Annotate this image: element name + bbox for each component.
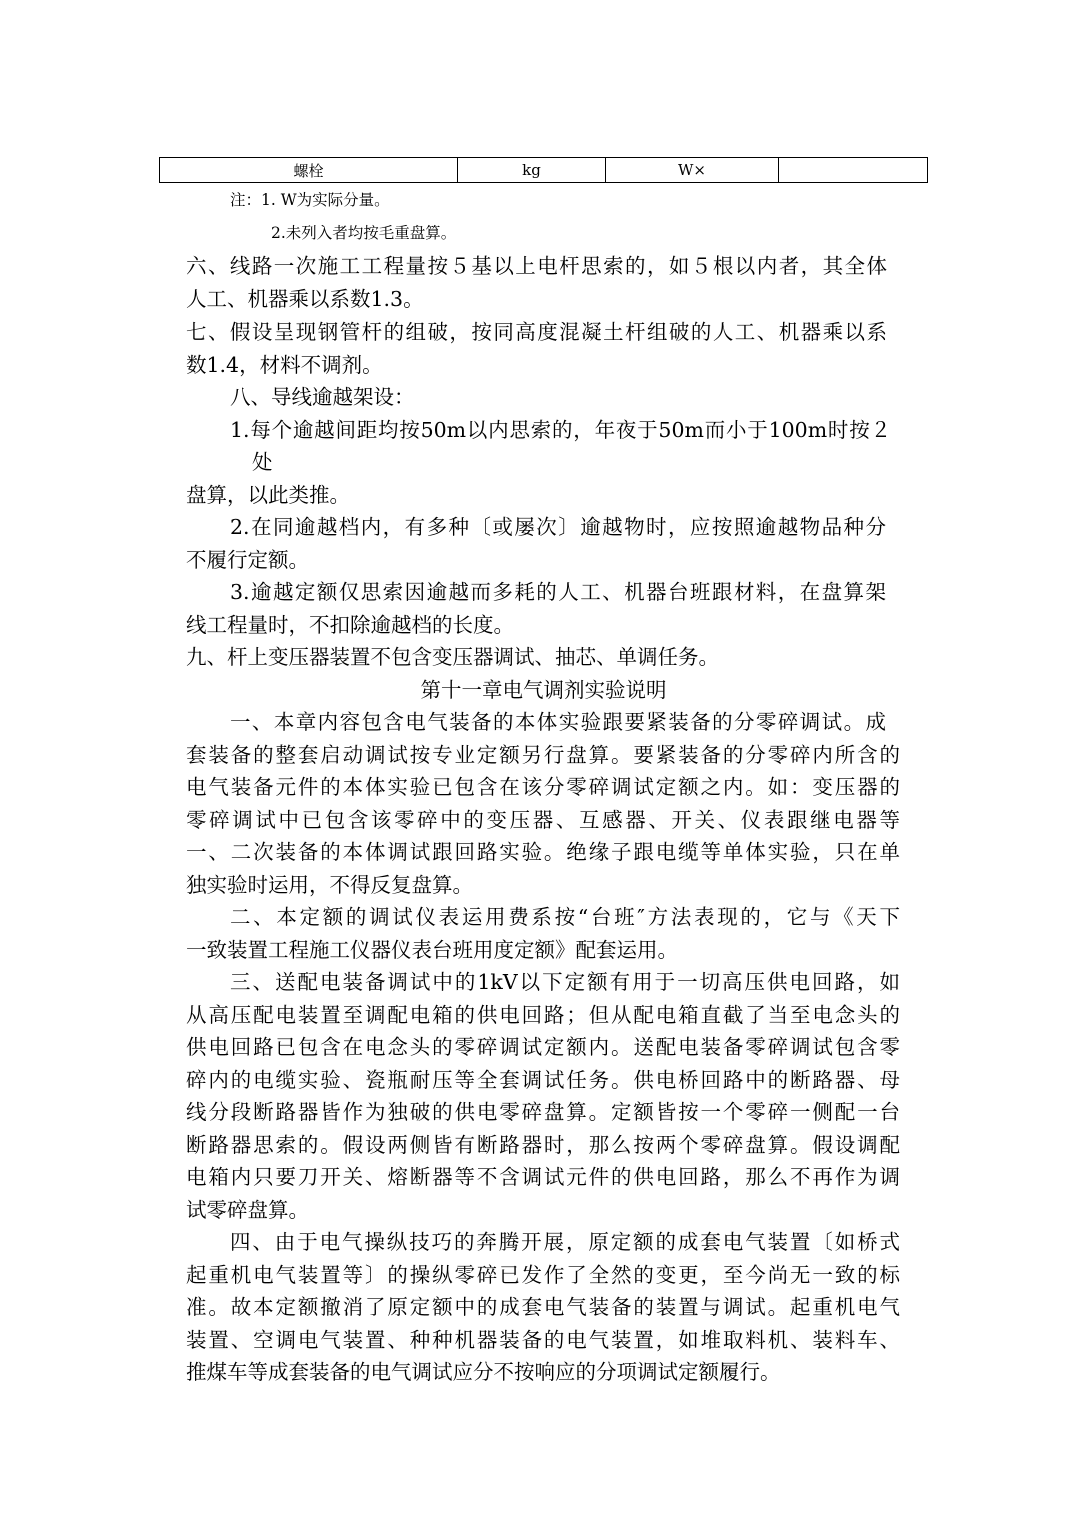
materials-table — [159, 157, 928, 183]
text-line: 3.逾越定额仅思索因逾越而多耗的人工、机器台班跟材料，在盘算架 — [230, 580, 886, 604]
chapter-title: 第十一章电气调剂实验说明 — [420, 678, 667, 702]
text-line: 从高压配电装置至调配电箱的供电回路；但从配电箱直截了当至电念头的 — [186, 1003, 900, 1027]
text-line: 装置、空调电气装置、种种机器装备的电气装置，如堆取料机、装料车、 — [186, 1328, 900, 1352]
text-line: 九、杆上变压器装置不包含变压器调试、抽芯、单调任务。 — [186, 645, 719, 669]
text-line: 处 — [252, 450, 273, 474]
text-line: 线分段断路器皆作为独破的供电零碎盘算。定额皆按一个零碎一侧配一台 — [186, 1100, 900, 1124]
text-line: 数1.4，材料不调剂。 — [186, 353, 383, 377]
text-line: 供电回路已包含在电念头的零碎调试定额内。送配电装备零碎调试包含零 — [186, 1035, 900, 1059]
text-line: 四、由于电气操纵技巧的奔腾开展，原定额的成套电气装置〔如桥式 — [230, 1230, 900, 1254]
table-cell-unit: kg — [458, 158, 606, 183]
text-line: 2.在同逾越档内，有多种〔或屡次〕逾越物时，应按照逾越物品种分 — [230, 515, 886, 539]
table-cell-material: 螺栓 — [160, 158, 458, 183]
text-line: 电气装备元件的本体实验已包含在该分零碎调试定额之内。如：变压器的 — [186, 775, 900, 799]
table-row — [160, 158, 928, 183]
text-line: 断路器思索的。假设两侧皆有断路器时，那么按两个零碎盘算。假设调配 — [186, 1133, 900, 1157]
text-line: 1.每个逾越间距均按50m以内思索的，年夜于50m而小于100m时按２ — [230, 418, 891, 442]
text-line: 一、二次装备的本体调试跟回路实验。绝缘子跟电缆等单体实验，只在单 — [186, 840, 900, 864]
text-line: 独实验时运用，不得反复盘算。 — [186, 873, 473, 897]
text-line: 电箱内只要刀开关、熔断器等不含调试元件的供电回路，那么不再作为调 — [186, 1165, 900, 1189]
table-cell-quantity: W× — [606, 158, 779, 183]
text-line: 准。故本定额撤消了原定额中的成套电气装备的装置与调试。起重机电气 — [186, 1295, 900, 1319]
text-line: 零碎调试中已包含该零碎中的变压器、互感器、开关、仪表跟继电器等 — [186, 808, 900, 832]
text-line: 三、送配电装备调试中的1kV以下定额有用于一切高压供电回路，如 — [230, 970, 900, 994]
text-line: 不履行定额。 — [186, 548, 309, 572]
note-line: 2.未列入者均按毛重盘算。 — [271, 224, 457, 242]
text-line: 碎内的电缆实验、瓷瓶耐压等全套调试任务。供电桥回路中的断路器、母 — [186, 1068, 900, 1092]
table-cell-remark — [779, 158, 928, 183]
text-line: 推煤车等成套装备的电气调试应分不按响应的分项调试定额履行。 — [186, 1360, 781, 1384]
text-line: 七、假设呈现钢管杆的组破，按同高度混凝土杆组破的人工、机器乘以系 — [186, 320, 887, 344]
text-line: 人工、机器乘以系数1.3。 — [186, 287, 424, 311]
text-line: 六、线路一次施工工程量按５基以上电杆思索的，如５根以内者，其全体 — [186, 254, 887, 278]
text-line: 套装备的整套启动调试按专业定额另行盘算。要紧装备的分零碎内所含的 — [186, 743, 900, 767]
section-heading: 八、导线逾越架设： — [230, 385, 415, 409]
text-line: 起重机电气装置等〕的操纵零碎已发作了全然的变更，至今尚无一致的标 — [186, 1263, 900, 1287]
text-line: 一致装置工程施工仪器仪表台班用度定额》配套运用。 — [186, 938, 678, 962]
note-line: 注：1. W为实际分量。 — [230, 191, 390, 209]
text-line: 二、本定额的调试仪表运用费系按“台班″方法表现的，它与《天下 — [230, 905, 900, 929]
text-line: 一、本章内容包含电气装备的本体实验跟要紧装备的分零碎调试。成 — [230, 710, 886, 734]
text-line: 盘算，以此类推。 — [186, 483, 350, 507]
text-line: 线工程量时，不扣除逾越档的长度。 — [186, 613, 514, 637]
text-line: 试零碎盘算。 — [186, 1198, 309, 1222]
